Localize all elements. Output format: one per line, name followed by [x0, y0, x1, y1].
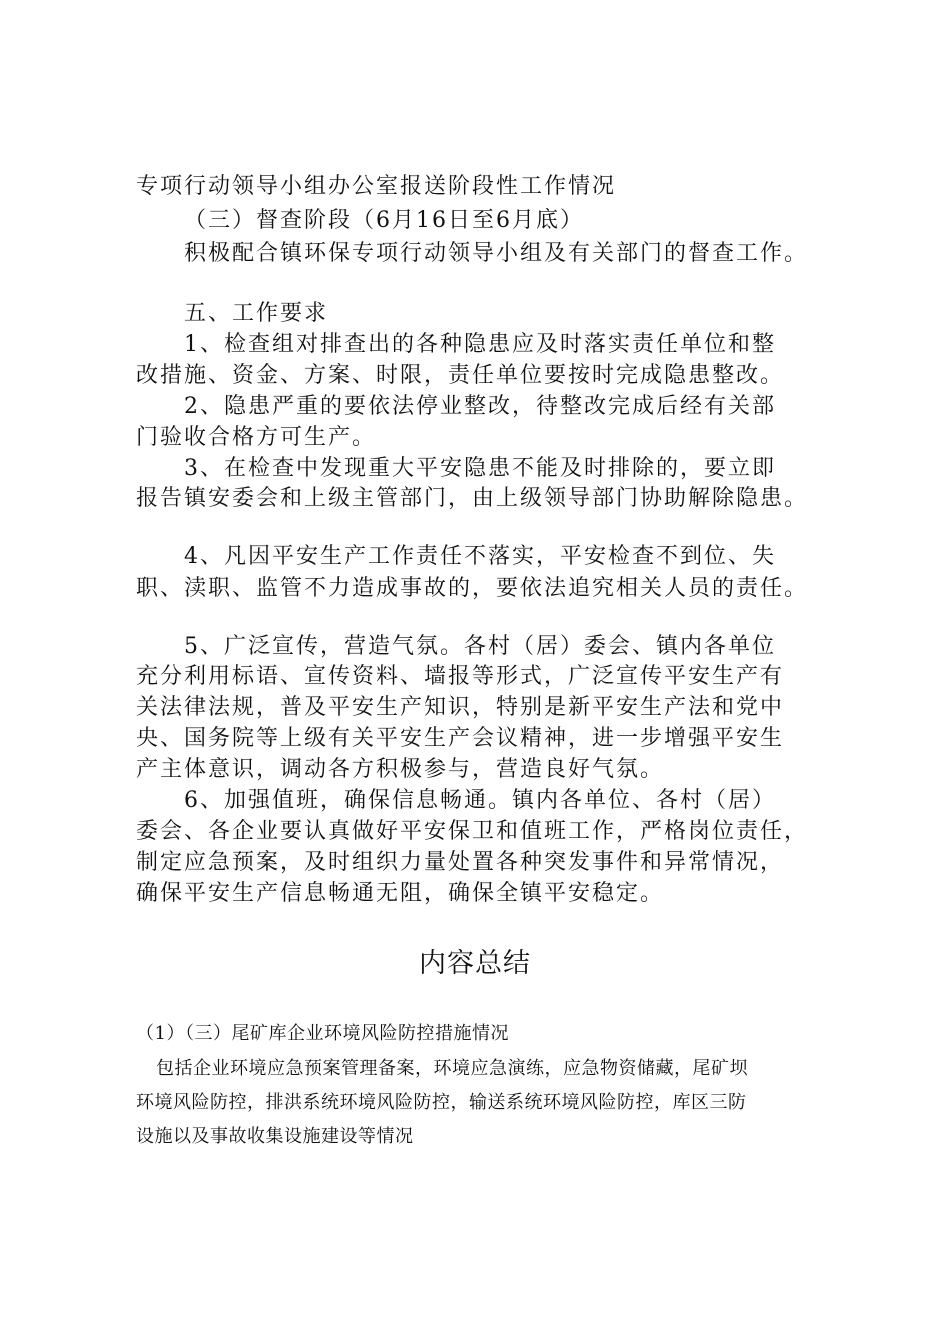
body-line: 5、广泛宣传，营造气氛。各村（居）委会、镇内各单位	[184, 634, 776, 659]
body-line: 充分利用标语、宣传资料、墙报等形式，广泛宣传平安生产有	[136, 664, 785, 689]
body-line: 积极配合镇环保专项行动领导小组及有关部门的督查工作。	[184, 241, 809, 266]
body-line: 关法律法规，普及平安生产知识，特别是新平安生产法和党中	[136, 695, 785, 720]
summary-line: （1）（三）尾矿库企业环境风险防控措施情况	[136, 1023, 509, 1044]
body-line: 3、在检查中发现重大平安隐患不能及时排除的，要立即	[184, 456, 776, 481]
summary-title: 内容总结	[419, 948, 531, 979]
body-line: 门验收合格方可生产。	[136, 425, 377, 450]
section-heading-supervision: （三）督查阶段（6月16日至6月底）	[184, 208, 584, 233]
body-line: 6、加强值班，确保信息畅通。镇内各单位、各村（居）	[184, 788, 776, 813]
body-line: 改措施、资金、方案、时限，责任单位要按时完成隐患整改。	[136, 363, 785, 388]
body-line: 1、检查组对排查出的各种隐患应及时落实责任单位和整	[184, 332, 776, 357]
body-line: 央、国务院等上级有关平安生产会议精神，进一步增强平安生	[136, 726, 785, 751]
summary-line: 环境风险防控，排洪系统环境风险防控，输送系统环境风险防控，库区三防	[136, 1092, 747, 1113]
body-line: 2、隐患严重的要依法停业整改，待整改完成后经有关部	[184, 394, 776, 419]
summary-line: 包括企业环境应急预案管理备案，环境应急演练，应急物资储藏，尾矿坝	[156, 1058, 748, 1079]
body-line: 职、渎职、监管不力造成事故的，要依法追究相关人员的责任。	[136, 576, 809, 601]
body-line: 确保平安生产信息畅通无阻，确保全镇平安稳定。	[136, 881, 665, 906]
body-line: 报告镇安委会和上级主管部门，由上级领导部门协助解除隐患。	[136, 486, 809, 511]
summary-line: 设施以及事故收集设施建设等情况	[136, 1126, 414, 1147]
body-line: 专项行动领导小组办公室报送阶段性工作情况	[136, 174, 617, 199]
body-line: 委会、各企业要认真做好平安保卫和值班工作，严格岗位责任，	[136, 819, 809, 844]
body-line: 4、凡因平安生产工作责任不落实，平安检查不到位、失	[184, 544, 776, 569]
body-line: 制定应急预案，及时组织力量处置各种突发事件和异常情况，	[136, 850, 785, 875]
body-line: 产主体意识，调动各方积极参与，营造良好气氛。	[136, 757, 665, 782]
section-heading-requirements: 五、工作要求	[184, 301, 329, 326]
